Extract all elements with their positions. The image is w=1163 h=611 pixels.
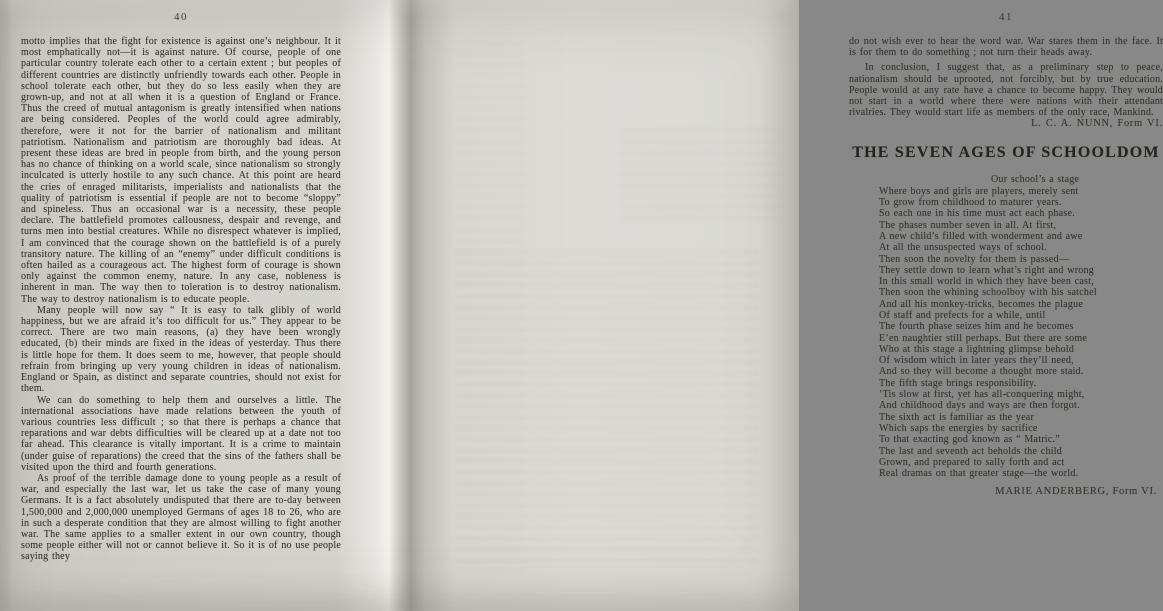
poem-author-signature: MARIE ANDERBERG, Form VI. <box>995 486 1157 498</box>
poem-line: So each one in his time must act each phase. <box>879 208 1075 220</box>
right-page-number: 41 <box>999 11 1013 23</box>
poem-line: Grown, and prepared to sally forth and act <box>879 456 1065 468</box>
essay-paragraph: Many people will now say “ It is easy to talk glibly of world happiness, but we are afraid it’s too difficult for us.” They appear to be correct. There are two main reasons, (a) they have been wrongly educated, (b) their minds are fixed in the ideas of yesterday. Thus there is little hope for them. It does seem to me, however, that people should refrain from bringing up very young children in ideas of nationalism. England or Spain, as distinct and separate countries, should not exist for them. <box>21 304 341 395</box>
poem-line: Our school’s a stage <box>991 174 1080 186</box>
essay-paragraph-continuation: motto implies that the fight for existence is against one’s neighbour. It it most emphatically not—it is against nature. Of course, people of one particular country tolerate each other to a certain extent ; but peoples of different countries are distinctly unfriendly towards each other. People in school tolerate each other, but they do so less easily when they are grown-up, and not at all when it is a question of England or France. Thus the creed of mutual antagonism is greatly intensified when nations are being considered. Peoples of the world could agree admirably, therefore, were it not for the barrier of nationalism and militant patriotism. Nationalism and patriotism are thoroughly bad ideas. At present these ideas are bred in people from birth, and the young person has no chance of thinking on a world scale, since nationalism so strongly inculcated is utterly hostile to any such chance. At this point are heard the cries of enraged militarists, imperialists and nationalists that the quality of patriotism is essential if people are not to become “sloppy” and spineless. Thus an occasional war is a necessity, these people declare. The battlefield promotes callousness, despair and revenge, and turns men into bestial creatures. While no disrespect whatever is implied, I am convinced that the courage shown on the battlefield is of a purely transitory nature. The killing of an “enemy” under difficult conditions is often hailed as a courageous act. The highest form of courage is shown only against the common enemy, nature. In any case, nobleness is inherent in man. The way then to toleration is to destroy nationalism. The way to destroy nationalism is to educate people. <box>21 36 341 305</box>
poem-line: In this small world in which they have been cast, <box>879 276 1094 288</box>
right-page <box>399 0 1163 611</box>
article-title: THE SEVEN AGES OF SCHOOLDOM <box>852 144 1160 162</box>
poem-line: Of wisdom which in later years they’ll need, <box>879 355 1074 367</box>
essay-paragraph: We can do something to help them and ourselves a little. The international associations have made relations between the youth of various countries less difficult ; so that there is perhaps a chance that reparations and war debts difficulties will be cleared up at a date not too far ahead. This clearance is vitally important. It is a crime to maintain (under guise of reparations) the creed that the sins of the fathers shall be visited upon the third and fourth generations. <box>21 394 341 473</box>
poem-line: Which saps the energies by sacrifice <box>879 422 1038 434</box>
essay-author-signature: L. C. A. NUNN, Form VI. <box>1031 118 1163 130</box>
right-page-text <box>849 36 1163 497</box>
poem-line: A new child’s filled with wonderment and awe <box>879 230 1083 242</box>
poem-line: Of staff and prefects for a while, until <box>879 309 1046 321</box>
poem-line: The phases number seven in all. At first, <box>879 219 1057 231</box>
poem-line: Where boys and girls are players, merely sent <box>879 185 1079 197</box>
poem-line: ’Tis slow at first, yet has all-conquering might, <box>879 389 1085 401</box>
poem-line: Real dramas on that greater stage—the world. <box>879 468 1079 480</box>
poem-line: And all his monkey-tricks, becomes the plague <box>879 298 1084 310</box>
poem-line: And childhood days and ways are then forgot. <box>879 400 1080 412</box>
left-page-number: 40 <box>174 11 188 23</box>
poem-line: The fourth phase seizes him and he becomes <box>879 321 1074 333</box>
poem-line: Then soon the novelty for them is passed— <box>879 253 1069 265</box>
poem-line: And so they will become a thought more staid. <box>879 366 1084 378</box>
poem-line: The last and seventh act beholds the child <box>879 445 1062 457</box>
essay-paragraph: As proof of the terrible damage done to young people as a result of war, and especially the last war, let us take the case of many young Germans. It is a fact absolutely undisputed that there are to-day between 1,500,000 and 2,000,000 unemployed Germans of ages 18 to 26, who are in such a desperate condition that they are almost willing to fight another war. The same applies to a smaller extent in our own country, though some people either will not or cannot believe it. So it is of no use people saying they <box>21 472 341 563</box>
poem-line: They settle down to learn what’s right and wrong <box>879 264 1095 276</box>
poem-line: At all the unsuspected ways of school. <box>879 242 1047 254</box>
poem-line: To grow from childhood to maturer years. <box>879 197 1062 209</box>
poem-line: The sixth act is familiar as the year <box>879 411 1035 423</box>
poem-line: To that exacting god known as “ Matric.” <box>879 434 1060 446</box>
left-page <box>0 0 399 611</box>
poem <box>879 174 1163 479</box>
conclusion-paragraph <box>849 62 1163 130</box>
left-page-text <box>21 36 341 563</box>
essay-paragraph-continuation: do not wish ever to hear the word war. War stares them in the face. It is for them to do something ; not turn their heads away. <box>849 36 1163 59</box>
conclusion-text: In conclusion, I suggest that, as a preliminary step to peace, nationalism should be uprooted, not forcibly, but by true education. People would at any rate have a chance to become happy. They would not start in a world where there were nations with their attendant rivalries. They would start life as members of the only race, Mankind. <box>849 62 1163 119</box>
poem-line: Then soon the whining schoolboy with his satchel <box>879 287 1097 299</box>
poem-line: The fifth stage brings responsibility. <box>879 377 1037 389</box>
poem-line: Who at this stage a lightning glimpse behold <box>879 343 1075 355</box>
poem-line: E’en naughtier still perhaps. But there are some <box>879 332 1088 344</box>
